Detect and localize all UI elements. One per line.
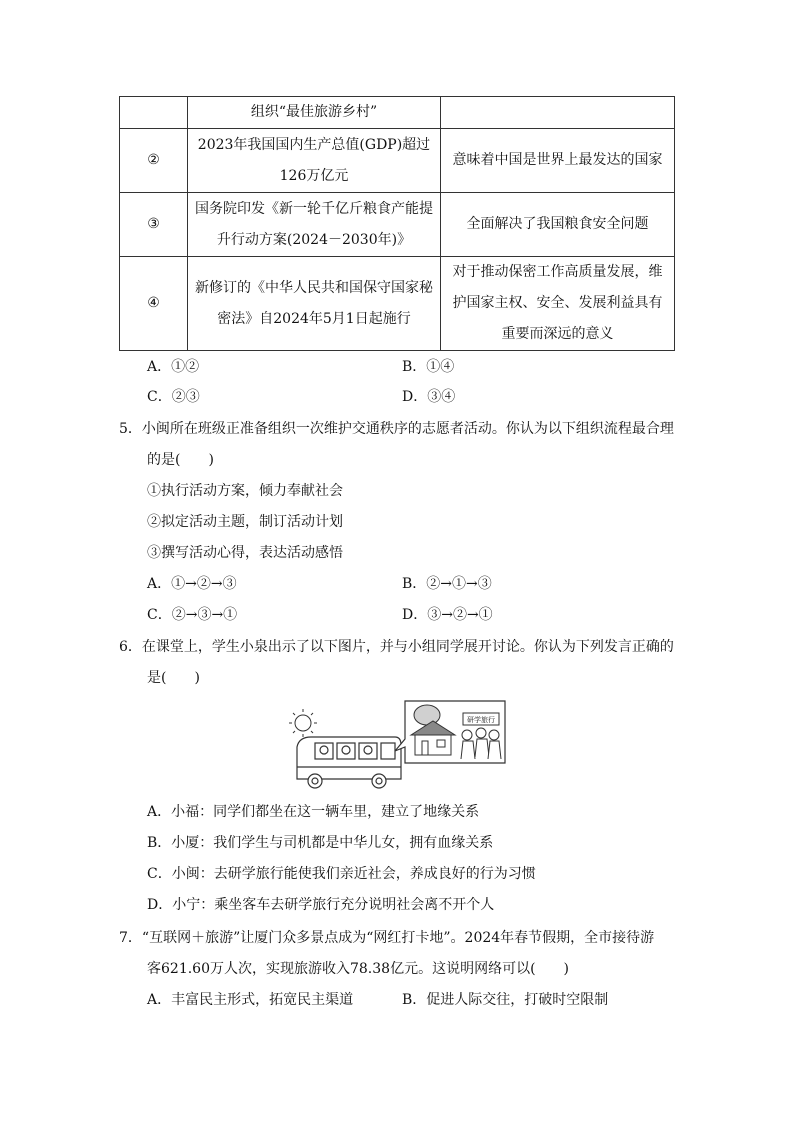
q5-stem-cont: 的是( ) [147, 452, 214, 468]
table-row [120, 97, 675, 129]
row-number: ④ [120, 257, 188, 351]
q6-option-c[interactable]: C．小闽：去研学旅行能使我们亲近社会，养成良好的行为习惯 [147, 866, 536, 882]
meaning-cell: 意味着中国是世界上最发达的国家 [441, 129, 675, 193]
table-row [120, 129, 675, 193]
study-trip-illustration [287, 697, 507, 793]
meaning-cell: 全面解决了我国粮食安全问题 [441, 193, 675, 257]
row-number [120, 97, 188, 129]
q7-stem: 7．“互联网＋旅游”让厦门众多景点成为“网红打卡地”。2024年春节假期，全市接待游 [119, 930, 655, 946]
q4-option-d[interactable]: D．③④ [402, 389, 456, 405]
bus-icon [297, 737, 401, 788]
q4-option-a[interactable]: A．①② [147, 359, 200, 375]
event-cell: 组织“最佳旅游乡村” [188, 97, 441, 129]
q6-stem-cont: 是( ) [147, 670, 200, 686]
sign-board [463, 713, 499, 725]
event-cell: 新修订的《中华人民共和国保守国家秘密法》自2024年5月1日起施行 [188, 257, 441, 351]
students-icon [461, 728, 501, 759]
row-number: ② [120, 129, 188, 193]
q7-option-a[interactable]: A．丰富民主形式，拓宽民主渠道 [147, 992, 354, 1008]
table-row [120, 193, 675, 257]
meaning-cell: 对于推动保密工作高质量发展，维护国家主权、安全、发展利益具有重要而深远的意义 [441, 257, 675, 351]
table-row [120, 257, 675, 351]
row-number: ③ [120, 193, 188, 257]
q5-item: ③撰写活动心得，表达活动感悟 [147, 545, 343, 561]
q5-option-b[interactable]: B．②→①→③ [402, 576, 492, 592]
event-cell: 2023年我国国内生产总值(GDP)超过126万亿元 [188, 129, 441, 193]
q4-option-b[interactable]: B．①④ [402, 359, 455, 375]
sun-icon [289, 709, 317, 737]
events-table [119, 96, 675, 351]
q7-option-b[interactable]: B．促进人际交往，打破时空限制 [402, 992, 609, 1008]
q5-option-d[interactable]: D．③→②→① [402, 607, 493, 623]
q6-stem: 6．在课堂上，学生小泉出示了以下图片，并与小组同学展开讨论。你认为下列发言正确的 [119, 639, 674, 655]
q5-stem: 5．小闽所在班级正准备组织一次维护交通秩序的志愿者活动。你认为以下组织流程最合理 [119, 421, 674, 437]
q6-option-d[interactable]: D．小宁：乘坐客车去研学旅行充分说明社会离不开个人 [147, 897, 495, 913]
q4-option-c[interactable]: C．②③ [147, 389, 200, 405]
meaning-cell [441, 97, 675, 129]
q6-option-b[interactable]: B．小厦：我们学生与司机都是中华儿女，拥有血缘关系 [147, 835, 494, 851]
q6-option-a[interactable]: A．小福：同学们都坐在这一辆车里，建立了地缘关系 [147, 804, 480, 820]
q5-option-c[interactable]: C．②→③→① [147, 607, 238, 623]
sign-text: 研学旅行 [467, 716, 495, 724]
q5-option-a[interactable]: A．①→②→③ [147, 576, 237, 592]
q5-item: ②拟定活动主题，制订活动计划 [147, 514, 343, 530]
event-cell: 国务院印发《新一轮千亿斤粮食产能提升行动方案(2024－2030年)》 [188, 193, 441, 257]
q5-item: ①执行活动方案，倾力奉献社会 [147, 483, 343, 499]
q7-stem-cont: 客621.60万人次，实现旅游收入78.38亿元。这说明网络可以( ) [147, 961, 569, 977]
